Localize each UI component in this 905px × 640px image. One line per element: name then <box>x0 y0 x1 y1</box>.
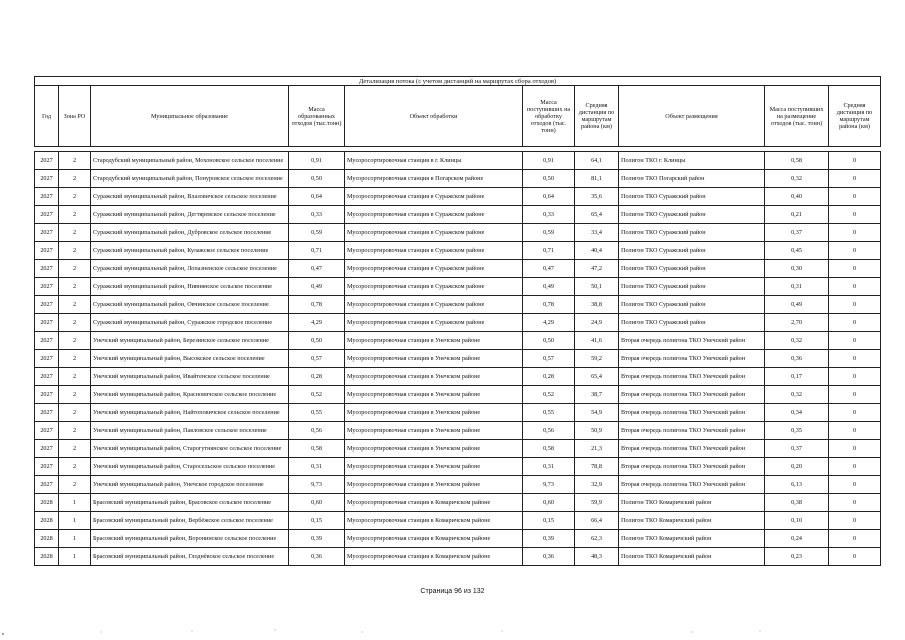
table-row <box>35 368 881 386</box>
header-zone: Зона РО <box>59 86 91 147</box>
cell-mass-generated: 0,47 <box>289 260 345 278</box>
cell-zone: 2 <box>59 224 91 242</box>
cell-processing-object: Мусоросортировочная станция в Суражском районе <box>345 314 523 332</box>
cell-mass-to-disposal: 0,58 <box>765 152 829 170</box>
table-row <box>35 278 881 296</box>
cell-avg-distance-processing: 50,9 <box>575 422 619 440</box>
scan-artifacts <box>0 622 905 640</box>
cell-disposal-object: Полигон ТКО Суражский район <box>619 260 765 278</box>
cell-disposal-object: Вторая очередь полигона ТКО Унечский район <box>619 440 765 458</box>
cell-avg-distance-disposal: 0 <box>829 350 881 368</box>
cell-municipality: Унечский муниципальный район, Березинское сельское поселение <box>91 332 289 350</box>
cell-year: 2027 <box>35 458 59 476</box>
cell-avg-distance-disposal: 0 <box>829 170 881 188</box>
cell-processing-object: Мусоросортировочная станция в Унечском районе <box>345 440 523 458</box>
waste-flow-table <box>34 76 881 566</box>
cell-mass-to-processing: 0,58 <box>523 440 575 458</box>
table-row <box>35 512 881 530</box>
table-row <box>35 386 881 404</box>
cell-avg-distance-disposal: 0 <box>829 512 881 530</box>
cell-mass-to-disposal: 0,34 <box>765 404 829 422</box>
cell-avg-distance-processing: 21,3 <box>575 440 619 458</box>
header-mass-to-disposal: Масса поступивших на размещение отходов (тыс. тонн) <box>765 86 829 147</box>
cell-municipality: Унечский муниципальный район, Найтоповичское сельское поселение <box>91 404 289 422</box>
cell-mass-to-processing: 0,36 <box>523 548 575 566</box>
cell-year: 2027 <box>35 152 59 170</box>
cell-municipality: Унечский муниципальный район, Унечское городское поселение <box>91 476 289 494</box>
cell-mass-to-disposal: 0,37 <box>765 440 829 458</box>
cell-avg-distance-processing: 48,3 <box>575 548 619 566</box>
table-row <box>35 314 881 332</box>
header-processing-object: Объект обработки <box>345 86 523 147</box>
cell-zone: 2 <box>59 404 91 422</box>
cell-municipality: Стародубский муниципальный район, Понуровское сельское поселение <box>91 170 289 188</box>
cell-avg-distance-disposal: 0 <box>829 368 881 386</box>
cell-mass-generated: 0,91 <box>289 152 345 170</box>
table-row <box>35 350 881 368</box>
cell-zone: 2 <box>59 386 91 404</box>
cell-avg-distance-disposal: 0 <box>829 458 881 476</box>
cell-processing-object: Мусоросортировочная станция в Суражском районе <box>345 188 523 206</box>
cell-disposal-object: Полигон ТКО Суражский район <box>619 224 765 242</box>
cell-municipality: Унечский муниципальный район, Ивайтенское сельское поселение <box>91 368 289 386</box>
cell-mass-to-processing: 9,73 <box>523 476 575 494</box>
cell-avg-distance-processing: 59,2 <box>575 350 619 368</box>
cell-mass-generated: 0,59 <box>289 224 345 242</box>
cell-zone: 1 <box>59 530 91 548</box>
cell-processing-object: Мусоросортировочная станция в Суражском районе <box>345 206 523 224</box>
cell-mass-to-processing: 0,64 <box>523 188 575 206</box>
cell-avg-distance-disposal: 0 <box>829 260 881 278</box>
scan-speck <box>691 631 692 632</box>
cell-avg-distance-processing: 59,9 <box>575 494 619 512</box>
cell-zone: 2 <box>59 170 91 188</box>
cell-mass-generated: 0,71 <box>289 242 345 260</box>
cell-mass-to-processing: 0,78 <box>523 296 575 314</box>
cell-mass-generated: 0,33 <box>289 206 345 224</box>
cell-avg-distance-processing: 64,1 <box>575 152 619 170</box>
table-row <box>35 152 881 170</box>
scan-speck <box>501 630 502 631</box>
cell-processing-object: Мусоросортировочная станция в Суражском районе <box>345 278 523 296</box>
cell-mass-generated: 0,55 <box>289 404 345 422</box>
cell-processing-object: Мусоросортировочная станция в Унечском районе <box>345 368 523 386</box>
cell-municipality: Суражский муниципальный район, Дубровское сельское поселение <box>91 224 289 242</box>
header-disposal-object: Объект размещения <box>619 86 765 147</box>
cell-municipality: Стародубский муниципальный район, Мохоновское сельское поселение <box>91 152 289 170</box>
cell-year: 2027 <box>35 332 59 350</box>
table-body <box>35 152 881 566</box>
cell-zone: 2 <box>59 476 91 494</box>
cell-avg-distance-processing: 33,4 <box>575 224 619 242</box>
cell-mass-to-processing: 0,56 <box>523 422 575 440</box>
cell-municipality: Унечский муниципальный район, Старосельское сельское поселение <box>91 458 289 476</box>
cell-disposal-object: Полигон ТКО Суражский район <box>619 188 765 206</box>
cell-processing-object: Мусоросортировочная станция в Комаричском районе <box>345 530 523 548</box>
cell-mass-to-processing: 0,50 <box>523 170 575 188</box>
cell-mass-to-disposal: 0,24 <box>765 530 829 548</box>
cell-year: 2027 <box>35 170 59 188</box>
document-sheet <box>34 76 880 566</box>
table-row <box>35 548 881 566</box>
scan-speck <box>361 631 362 632</box>
cell-processing-object: Мусоросортировочная станция в Суражском районе <box>345 242 523 260</box>
cell-processing-object: Мусоросортировочная станция в Суражском районе <box>345 296 523 314</box>
cell-disposal-object: Полигон ТКО Суражский район <box>619 314 765 332</box>
cell-year: 2027 <box>35 296 59 314</box>
cell-mass-to-processing: 0,57 <box>523 350 575 368</box>
cell-processing-object: Мусоросортировочная станция в Унечском районе <box>345 350 523 368</box>
cell-mass-to-processing: 0,52 <box>523 386 575 404</box>
cell-zone: 1 <box>59 494 91 512</box>
cell-year: 2027 <box>35 368 59 386</box>
cell-municipality: Суражский муниципальный район, Овчинское сельское поселение <box>91 296 289 314</box>
cell-year: 2027 <box>35 278 59 296</box>
cell-municipality: Унечский муниципальный район, Высокское сельское поселение <box>91 350 289 368</box>
cell-municipality: Брасовский муниципальный район, Воронинское сельское поселение <box>91 530 289 548</box>
page-number: Страница 96 из 132 <box>420 588 485 595</box>
cell-zone: 2 <box>59 314 91 332</box>
cell-zone: 2 <box>59 260 91 278</box>
cell-mass-to-processing: 0,71 <box>523 242 575 260</box>
cell-municipality: Брасовский муниципальный район, Вербёжское сельское поселение <box>91 512 289 530</box>
cell-processing-object: Мусоросортировочная станция в Суражском районе <box>345 224 523 242</box>
cell-mass-to-disposal: 0,30 <box>765 260 829 278</box>
cell-disposal-object: Полигон ТКО Суражский район <box>619 296 765 314</box>
cell-processing-object: Мусоросортировочная станция в Суражском районе <box>345 260 523 278</box>
cell-mass-to-disposal: 0,38 <box>765 494 829 512</box>
cell-disposal-object: Вторая очередь полигона ТКО Унечский район <box>619 332 765 350</box>
cell-disposal-object: Вторая очередь полигона ТКО Унечский район <box>619 386 765 404</box>
cell-disposal-object: Полигон ТКО Комаричский район <box>619 494 765 512</box>
table-row <box>35 476 881 494</box>
cell-avg-distance-disposal: 0 <box>829 152 881 170</box>
cell-mass-to-processing: 0,60 <box>523 494 575 512</box>
cell-avg-distance-processing: 38,8 <box>575 296 619 314</box>
cell-mass-to-processing: 0,49 <box>523 278 575 296</box>
cell-mass-to-disposal: 0,37 <box>765 224 829 242</box>
cell-zone: 2 <box>59 242 91 260</box>
cell-avg-distance-disposal: 0 <box>829 548 881 566</box>
cell-zone: 1 <box>59 512 91 530</box>
table-row <box>35 494 881 512</box>
cell-municipality: Суражский муниципальный район, Нивнянское сельское поселение <box>91 278 289 296</box>
cell-year: 2027 <box>35 242 59 260</box>
cell-avg-distance-processing: 47,2 <box>575 260 619 278</box>
cell-disposal-object: Вторая очередь полигона ТКО Унечский район <box>619 476 765 494</box>
header-mass-to-processing: Масса поступивших на обработку отходов (тыс. тонн) <box>523 86 575 147</box>
cell-avg-distance-disposal: 0 <box>829 386 881 404</box>
cell-year: 2027 <box>35 206 59 224</box>
cell-avg-distance-disposal: 0 <box>829 224 881 242</box>
cell-disposal-object: Полигон ТКО г. Клинцы <box>619 152 765 170</box>
cell-year: 2027 <box>35 314 59 332</box>
cell-mass-to-disposal: 0,36 <box>765 350 829 368</box>
cell-processing-object: Мусоросортировочная станция в Унечском районе <box>345 476 523 494</box>
cell-mass-generated: 9,73 <box>289 476 345 494</box>
table-row <box>35 422 881 440</box>
cell-avg-distance-processing: 65,4 <box>575 368 619 386</box>
cell-processing-object: Мусоросортировочная станция в Погарском районе <box>345 170 523 188</box>
cell-mass-to-processing: 0,39 <box>523 530 575 548</box>
cell-zone: 2 <box>59 332 91 350</box>
cell-avg-distance-processing: 65,4 <box>575 206 619 224</box>
cell-processing-object: Мусоросортировочная станция в Унечском районе <box>345 386 523 404</box>
cell-municipality: Брасовский муниципальный район, Брасовское сельское поселение <box>91 494 289 512</box>
cell-mass-generated: 0,36 <box>289 548 345 566</box>
cell-mass-to-disposal: 0,32 <box>765 332 829 350</box>
table-row <box>35 260 881 278</box>
cell-mass-to-disposal: 0,21 <box>765 206 829 224</box>
cell-disposal-object: Полигон ТКО Комаричский район <box>619 548 765 566</box>
cell-mass-to-disposal: 0,45 <box>765 242 829 260</box>
cell-zone: 2 <box>59 422 91 440</box>
cell-avg-distance-processing: 81,1 <box>575 170 619 188</box>
cell-zone: 2 <box>59 152 91 170</box>
cell-processing-object: Мусоросортировочная станция в Унечском районе <box>345 404 523 422</box>
cell-mass-to-disposal: 0,23 <box>765 548 829 566</box>
cell-disposal-object: Полигон ТКО Суражский район <box>619 206 765 224</box>
cell-zone: 2 <box>59 296 91 314</box>
table-row <box>35 530 881 548</box>
cell-mass-to-processing: 0,33 <box>523 206 575 224</box>
header-avg-distance-processing: Средняя дистанция по маршрутам района (км) <box>575 86 619 147</box>
cell-year: 2028 <box>35 512 59 530</box>
cell-municipality: Унечский муниципальный район, Павловское сельское поселение <box>91 422 289 440</box>
cell-mass-generated: 0,64 <box>289 188 345 206</box>
cell-disposal-object: Вторая очередь полигона ТКО Унечский район <box>619 422 765 440</box>
cell-avg-distance-processing: 40,4 <box>575 242 619 260</box>
cell-disposal-object: Полигон ТКО Суражский район <box>619 242 765 260</box>
cell-municipality: Унечский муниципальный район, Старогутнянское сельское поселение <box>91 440 289 458</box>
cell-avg-distance-processing: 50,1 <box>575 278 619 296</box>
cell-mass-to-disposal: 0,32 <box>765 386 829 404</box>
cell-avg-distance-disposal: 0 <box>829 476 881 494</box>
cell-avg-distance-disposal: 0 <box>829 422 881 440</box>
cell-processing-object: Мусоросортировочная станция в Комаричском районе <box>345 494 523 512</box>
header-municipality: Муниципальное образование <box>91 86 289 147</box>
header-year: Год <box>35 86 59 147</box>
cell-mass-to-processing: 0,59 <box>523 224 575 242</box>
cell-avg-distance-processing: 66,4 <box>575 512 619 530</box>
cell-zone: 2 <box>59 458 91 476</box>
table-row <box>35 224 881 242</box>
cell-municipality: Брасовский муниципальный район, Глоднёвское сельское поселение <box>91 548 289 566</box>
cell-mass-to-disposal: 0,17 <box>765 368 829 386</box>
header-avg-distance-disposal: Средняя дистанция по маршрутам района (км) <box>829 86 881 147</box>
cell-avg-distance-disposal: 0 <box>829 242 881 260</box>
table-row <box>35 440 881 458</box>
cell-zone: 2 <box>59 440 91 458</box>
cell-zone: 2 <box>59 206 91 224</box>
cell-year: 2027 <box>35 224 59 242</box>
table-row <box>35 404 881 422</box>
table-row <box>35 188 881 206</box>
cell-mass-generated: 0,15 <box>289 512 345 530</box>
table-row <box>35 332 881 350</box>
cell-processing-object: Мусоросортировочная станция в Унечском районе <box>345 422 523 440</box>
cell-disposal-object: Полигон ТКО Комаричский район <box>619 512 765 530</box>
cell-mass-generated: 0,49 <box>289 278 345 296</box>
cell-mass-to-processing: 0,15 <box>523 512 575 530</box>
table-row <box>35 170 881 188</box>
cell-mass-to-processing: 0,31 <box>523 458 575 476</box>
cell-avg-distance-disposal: 0 <box>829 206 881 224</box>
table-caption: Детализация потока (с учетом дистанций на маршрутах сбора отходов) <box>35 77 881 86</box>
cell-mass-generated: 4,29 <box>289 314 345 332</box>
cell-year: 2027 <box>35 260 59 278</box>
cell-year: 2028 <box>35 530 59 548</box>
cell-mass-to-disposal: 0,10 <box>765 512 829 530</box>
cell-avg-distance-processing: 38,7 <box>575 386 619 404</box>
cell-mass-to-processing: 0,55 <box>523 404 575 422</box>
cell-year: 2027 <box>35 476 59 494</box>
header-mass-generated: Масса образованных отходов (тыс.тонн) <box>289 86 345 147</box>
cell-avg-distance-disposal: 0 <box>829 404 881 422</box>
table-row <box>35 296 881 314</box>
cell-avg-distance-disposal: 0 <box>829 188 881 206</box>
cell-avg-distance-disposal: 0 <box>829 494 881 512</box>
scan-speck <box>100 631 101 632</box>
cell-processing-object: Мусоросортировочная станция в Унечском районе <box>345 458 523 476</box>
scan-speck <box>759 630 760 631</box>
cell-mass-to-processing: 4,29 <box>523 314 575 332</box>
cell-avg-distance-disposal: 0 <box>829 530 881 548</box>
cell-avg-distance-disposal: 0 <box>829 278 881 296</box>
cell-municipality: Суражский муниципальный район, Дегтяревское сельское поселение <box>91 206 289 224</box>
table-row <box>35 242 881 260</box>
cell-municipality: Суражский муниципальный район, Лопазненское сельское поселение <box>91 260 289 278</box>
cell-mass-generated: 0,50 <box>289 170 345 188</box>
cell-mass-to-disposal: 0,20 <box>765 458 829 476</box>
cell-year: 2027 <box>35 350 59 368</box>
cell-disposal-object: Полигон ТКО Комаричский район <box>619 530 765 548</box>
cell-processing-object: Мусоросортировочная станция в Комаричском районе <box>345 548 523 566</box>
cell-year: 2027 <box>35 404 59 422</box>
cell-avg-distance-disposal: 0 <box>829 332 881 350</box>
cell-year: 2027 <box>35 188 59 206</box>
cell-mass-generated: 0,78 <box>289 296 345 314</box>
cell-mass-to-processing: 0,28 <box>523 368 575 386</box>
cell-processing-object: Мусоросортировочная станция в Унечском районе <box>345 332 523 350</box>
cell-avg-distance-disposal: 0 <box>829 314 881 332</box>
cell-mass-to-disposal: 0,32 <box>765 170 829 188</box>
cell-zone: 2 <box>59 278 91 296</box>
cell-mass-generated: 0,50 <box>289 332 345 350</box>
cell-municipality: Суражский муниципальный район, Кулажское сельское поселение <box>91 242 289 260</box>
cell-processing-object: Мусоросортировочная станция в Комаричском районе <box>345 512 523 530</box>
table-row <box>35 206 881 224</box>
cell-year: 2028 <box>35 494 59 512</box>
cell-mass-generated: 0,56 <box>289 422 345 440</box>
cell-year: 2027 <box>35 440 59 458</box>
cell-mass-generated: 0,31 <box>289 458 345 476</box>
cell-year: 2027 <box>35 422 59 440</box>
cell-mass-generated: 0,52 <box>289 386 345 404</box>
cell-mass-to-disposal: 6,13 <box>765 476 829 494</box>
cell-disposal-object: Вторая очередь полигона ТКО Унечский район <box>619 350 765 368</box>
cell-avg-distance-processing: 24,9 <box>575 314 619 332</box>
cell-zone: 1 <box>59 548 91 566</box>
cell-mass-to-disposal: 0,49 <box>765 296 829 314</box>
cell-year: 2028 <box>35 548 59 566</box>
cell-avg-distance-processing: 54,9 <box>575 404 619 422</box>
cell-avg-distance-processing: 35,6 <box>575 188 619 206</box>
table-row <box>35 458 881 476</box>
cell-mass-generated: 0,60 <box>289 494 345 512</box>
cell-avg-distance-disposal: 0 <box>829 440 881 458</box>
cell-municipality: Суражский муниципальный район, Влазовичское сельское поселение <box>91 188 289 206</box>
cell-avg-distance-processing: 78,8 <box>575 458 619 476</box>
cell-mass-generated: 0,58 <box>289 440 345 458</box>
cell-mass-to-disposal: 0,40 <box>765 188 829 206</box>
cell-year: 2027 <box>35 386 59 404</box>
cell-processing-object: Мусоросортировочная станция в г. Клинцы <box>345 152 523 170</box>
cell-disposal-object: Вторая очередь полигона ТКО Унечский район <box>619 368 765 386</box>
cell-zone: 2 <box>59 368 91 386</box>
cell-municipality: Суражский муниципальный район, Суражское городское поселение <box>91 314 289 332</box>
scan-speck <box>274 629 275 630</box>
cell-municipality: Унечский муниципальный район, Красновичское сельское поселение <box>91 386 289 404</box>
cell-avg-distance-processing: 62,3 <box>575 530 619 548</box>
cell-mass-generated: 0,57 <box>289 350 345 368</box>
cell-avg-distance-processing: 41,6 <box>575 332 619 350</box>
cell-mass-to-processing: 0,50 <box>523 332 575 350</box>
cell-mass-to-processing: 0,47 <box>523 260 575 278</box>
cell-mass-generated: 0,39 <box>289 530 345 548</box>
cell-disposal-object: Вторая очередь полигона ТКО Унечский район <box>619 404 765 422</box>
cell-mass-to-disposal: 2,70 <box>765 314 829 332</box>
scan-speck <box>191 630 192 631</box>
cell-zone: 2 <box>59 188 91 206</box>
cell-avg-distance-disposal: 0 <box>829 296 881 314</box>
cell-disposal-object: Вторая очередь полигона ТКО Унечский район <box>619 458 765 476</box>
cell-disposal-object: Полигон ТКО Суражский район <box>619 278 765 296</box>
cell-avg-distance-processing: 32,9 <box>575 476 619 494</box>
cell-zone: 2 <box>59 350 91 368</box>
cell-mass-to-disposal: 0,31 <box>765 278 829 296</box>
cell-mass-to-disposal: 0,35 <box>765 422 829 440</box>
scan-speck <box>2 633 4 635</box>
cell-mass-generated: 0,28 <box>289 368 345 386</box>
cell-disposal-object: Полигон ТКО Погарский район <box>619 170 765 188</box>
cell-mass-to-processing: 0,91 <box>523 152 575 170</box>
